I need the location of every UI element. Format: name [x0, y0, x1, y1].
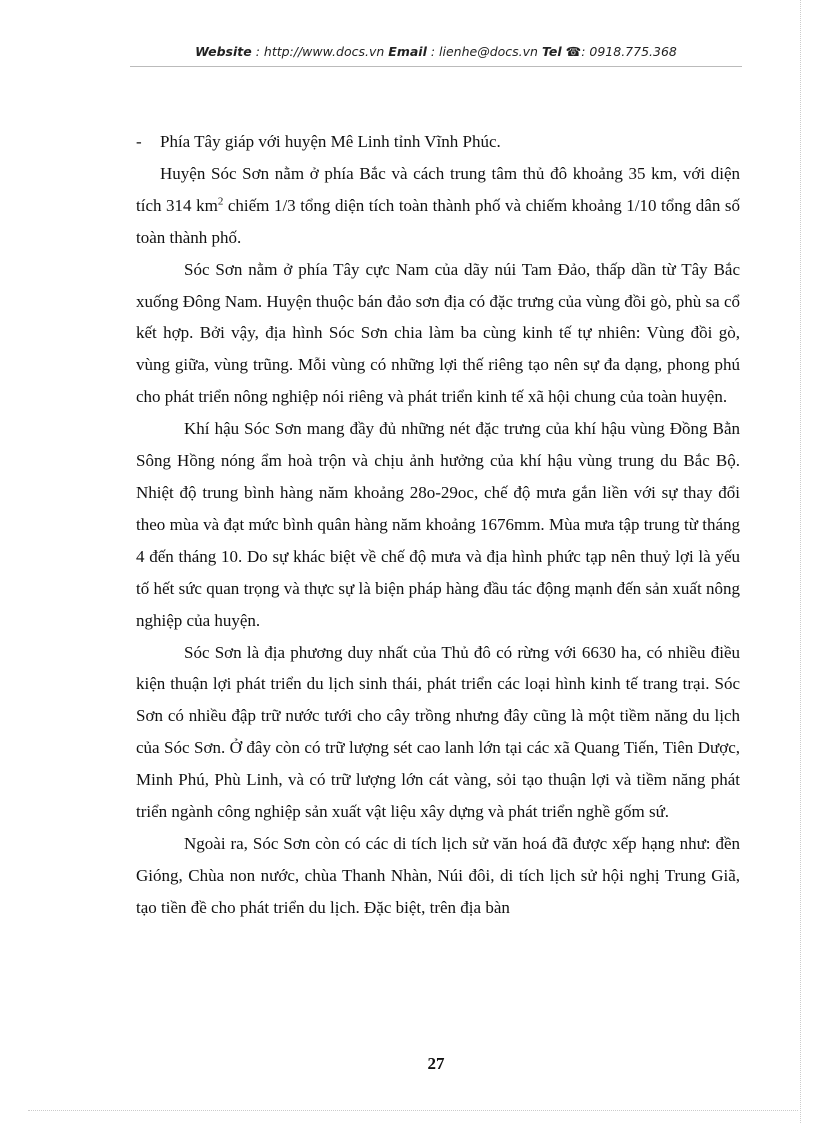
superscript-2: 2 — [217, 195, 224, 208]
email-label: Email — [388, 44, 427, 59]
bullet-dash: - — [136, 132, 142, 151]
website-label: Website — [195, 44, 252, 59]
tel-label: Tel — [541, 44, 562, 59]
paragraph-location: Huyện Sóc Sơn nằm ở phía Bắc và cách trung tâm thủ đô khoảng 35 km, với diện tích 314 $km^2$ chiếm 1/3 tổng diện tích toàn thành phố và chiếm khoảng 1/10 tổng dân số toàn thành phố. — [136, 163, 740, 247]
bullet-text: Phía Tây giáp với huyện Mê Linh tỉnh Vĩnh Phúc. — [160, 132, 501, 151]
email-address: lienhe@docs.vn — [439, 44, 538, 59]
paragraph-resources: Sóc Sơn là địa phương duy nhất của Thủ đô có rừng với 6630 ha, có nhiều điều kiện thuận lợi phát triển du lịch sinh thái, phát triển các loại hình kinh tế trang trại. Sóc Sơn có nhiều đập trữ nước tưới cho cây trồng nhưng đây cũng là một tiềm năng du lịch của Sóc Sơn. Ở đây còn có trữ lượng sét cao lanh lớn tại các xã Quang Tiến, Tiên Dược, Minh Phú, Phù Linh, và có trữ lượng lớn cát vàng, sỏi tạo thuận lợi và tiềm năng phát triển ngành công nghiệp sản xuất vật liệu xây dựng và phát triển nghề gốm sứ. — [136, 642, 740, 822]
phone-icon: ☎ — [565, 44, 582, 59]
website-url: http://www.docs.vn — [263, 44, 385, 59]
header-divider — [130, 66, 742, 67]
tel-number: 0918.775.368 — [589, 44, 677, 59]
document-body — [136, 126, 740, 924]
paragraph-terrain: Sóc Sơn nằm ở phía Tây cực Nam của dãy núi Tam Đảo, thấp dần từ Tây Bắc xuống Đông Nam. Huyện thuộc bán đảo sơn địa có đặc trưng của vùng đồi gò, phù sa cổ kết hợp. Bởi vậy, địa hình Sóc Sơn chia làm ba cùng kinh tế tự nhiên: Vùng đồi gò, vùng giữa, vùng trũng. Mỗi vùng có những lợi thế riêng tạo nên sự đa dạng, phong phú cho phát triển nông nghiệp nói riêng và phát triển kinh tế xã hội chung của toàn huyện. — [136, 259, 740, 407]
page-bottom-border — [28, 1110, 798, 1111]
page-header: Website : http://www.docs.vn Email : lienhe@docs.vn Tel ☎: 0918.775.368 — [195, 44, 677, 59]
paragraph-climate: Khí hậu Sóc Sơn mang đầy đủ những nét đặc trưng của khí hậu vùng Đồng Bằn Sông Hồng nóng ẩm hoà trộn và chịu ảnh hưởng của khí hậu vùng trung du Bắc Bộ. Nhiệt độ trung bình hàng năm khoảng 28o-29oc, chế độ mưa gắn liền với sự thay đổi theo mùa và đạt mức bình quân hàng năm khoảng 1676mm. Mùa mưa tập trung từ tháng 4 đến tháng 10. Do sự khác biệt về chế độ mưa và địa hình phức tạp nên thuỷ lợi là yếu tố hết sức quan trọng và thực sự là biện pháp hàng đầu tác động mạnh đến sản xuất nông nghiệp của huyện. — [136, 419, 740, 630]
page-right-border — [800, 0, 801, 1123]
bullet-item — [136, 126, 740, 158]
paragraph-heritage: Ngoài ra, Sóc Sơn còn có các di tích lịch sử văn hoá đã được xếp hạng như: đền Gióng, Chùa non nước, chùa Thanh Nhàn, Núi đôi, di tích lịch sử hội nghị Trung Giã, tạo tiền đề cho phát triển du lịch. Đặc biệt, trên địa bàn — [136, 833, 740, 917]
page-number: 27 — [427, 1054, 445, 1073]
